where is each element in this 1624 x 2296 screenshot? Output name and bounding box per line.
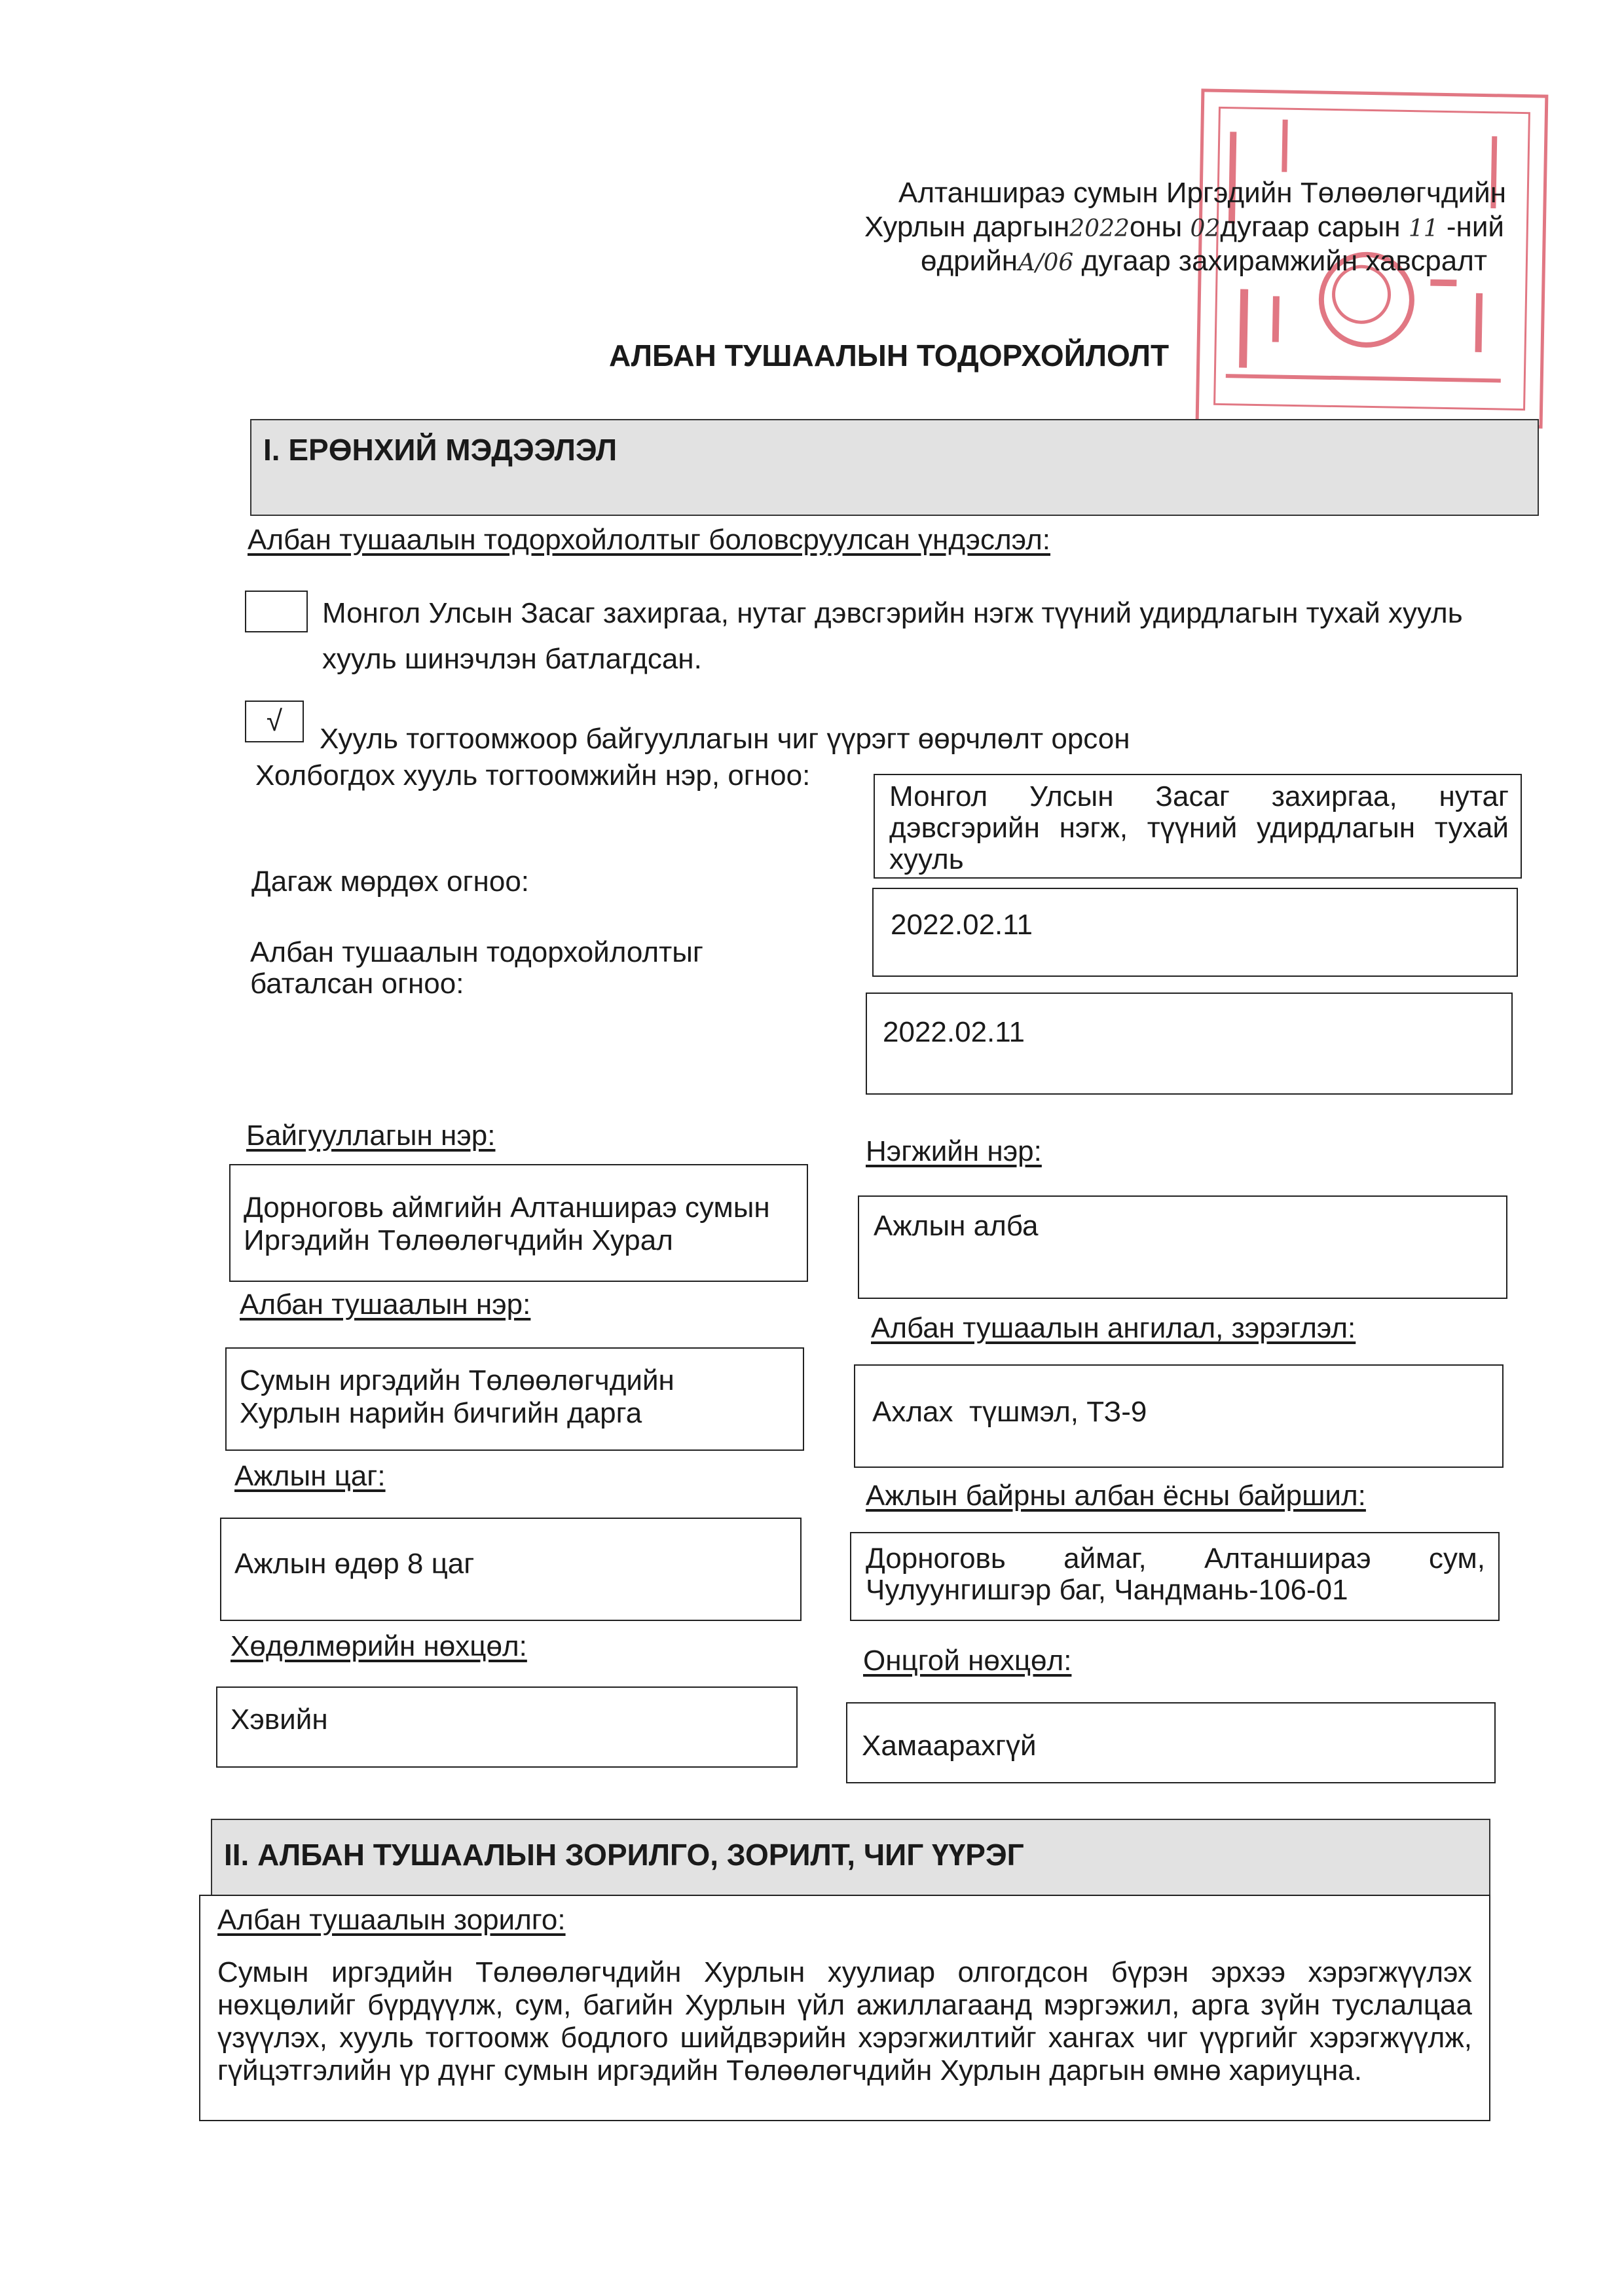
checkbox-option-function-change[interactable]: √ [245,701,304,742]
header-line-2: Хурлын даргын2022оны 02дугаар сарын 11 -ний [864,211,1504,243]
org-name-label: Байгууллагын нэр: [246,1120,496,1152]
unit-name-label: Нэгжийн нэр: [866,1135,1042,1167]
section-1-header: I. ЕРӨНХИЙ МЭДЭЭЛЭЛ [250,419,1539,516]
section-2-header: II. АЛБАН ТУШААЛЫН ЗОРИЛГО, ЗОРИЛТ, ЧИГ ҮҮРЭГ [211,1819,1490,1897]
approved-date-box [866,993,1513,1095]
header-line-1: Алтаншираэ сумын Иргэдийн Төлөөлөгчдийн [898,177,1507,209]
org-name-box: Дорноговь аймгийн Алтаншираэ сумын Иргэдийн Төлөөлөгчдийн Хурал [229,1164,808,1282]
position-name-box: Сумын иргэдийн Төлөөлөгчдийн Хурлын нарийн бичгийн дарга [225,1347,804,1451]
work-conditions-value: Хэвийн [231,1704,328,1736]
position-name-label: Албан тушаалын нэр: [240,1288,531,1321]
special-conditions-value: Хамаарахгүй [862,1730,1037,1762]
unit-name-value: Ажлын алба [874,1210,1039,1242]
position-class-label: Албан тушаалын ангилал, зэрэглэл: [871,1312,1356,1344]
unit-name-box [858,1195,1507,1299]
law-value-box: Монгол Улсын Засаг захиргаа, нутаг дэвсгэрийн нэгж, түүний удирдлагын тухай хууль [874,774,1522,879]
work-location-box: Дорноговь аймаг, Алтаншираэ сум, Чулуунгишгэр баг, Чандмань-106-01 [850,1532,1500,1621]
law-label: Холбогдох хууль тогтоомжийн нэр, огноо: [255,759,811,792]
handwritten-day: 11 [1408,215,1439,242]
work-location-label: Ажлын байрны албан ёсны байршил: [866,1480,1366,1512]
handwritten-month: 02 [1190,215,1221,242]
checkbox-option-new-law[interactable] [245,591,308,632]
basis-label: Албан тушаалын тодорхойлолтыг боловсруулсан үндэслэл: [248,524,1051,556]
handwritten-year: 2022 [1069,215,1130,242]
work-conditions-box [216,1686,798,1768]
work-hours-label: Ажлын цаг: [234,1460,386,1492]
effective-date-box [872,888,1518,977]
approved-date-label-line-1: Албан тушаалын тодорхойлолтыг [250,936,703,968]
position-class-box [854,1364,1504,1468]
work-hours-box [220,1518,802,1621]
handwritten-order-number: А/06 [1018,249,1074,276]
purpose-label: Албан тушаалын зорилго: [217,1904,566,1936]
approved-date-label-line-2: баталсан огноо: [250,968,464,1000]
work-hours-value: Ажлын өдөр 8 цаг [234,1548,475,1580]
option-new-law-line-2: хууль шинэчлэн батлагдсан. [322,643,702,675]
special-conditions-box [846,1702,1496,1783]
special-conditions-label: Онцгой нөхцөл: [863,1645,1072,1677]
header-line-3: өдрийнА/06 дугаар захирамжийн хавсралт [921,245,1488,277]
effective-date-label: Дагаж мөрдөх огноо: [251,866,530,898]
approved-date-value: 2022.02.11 [883,1016,1025,1048]
effective-date-value: 2022.02.11 [891,909,1033,941]
work-conditions-label: Хөдөлмөрийн нөхцөл: [231,1630,527,1662]
page-title: АЛБАН ТУШААЛЫН ТОДОРХОЙЛОЛТ [609,338,1170,373]
position-class-value: Ахлах түшмэл, ТЗ-9 [872,1396,1147,1428]
purpose-box: Албан тушаалын зорилго: Сумын иргэдийн Төлөөлөгчдийн Хурлын хуулиар олгогдсон бүрэн эрхээ хэрэгжүүлэх нөхцөлийг бүрдүүлж, сум, багийн Хурлын үйл ажиллагаанд мэргэжил, арга зүйн туслалцаа үзүүлэх, хууль тогтоомж бодлого шийдвэрийн хэрэгжилтийг хангах чиг үүргийг хэрэгжүүлж, гүйцэтгэлийн үр дүнг сумын иргэдийн Төлөөлөгчдийн Хурлын даргын өмнө хариуцна. [199,1895,1490,2121]
option-new-law-line-1: Монгол Улсын Засаг захиргаа, нутаг дэвсгэрийн нэгж түүний удирдлагын тухай хууль [322,597,1463,629]
option-function-change-label: Хууль тогтоомжоор байгууллагын чиг үүрэгт өөрчлөлт орсон [320,723,1130,755]
